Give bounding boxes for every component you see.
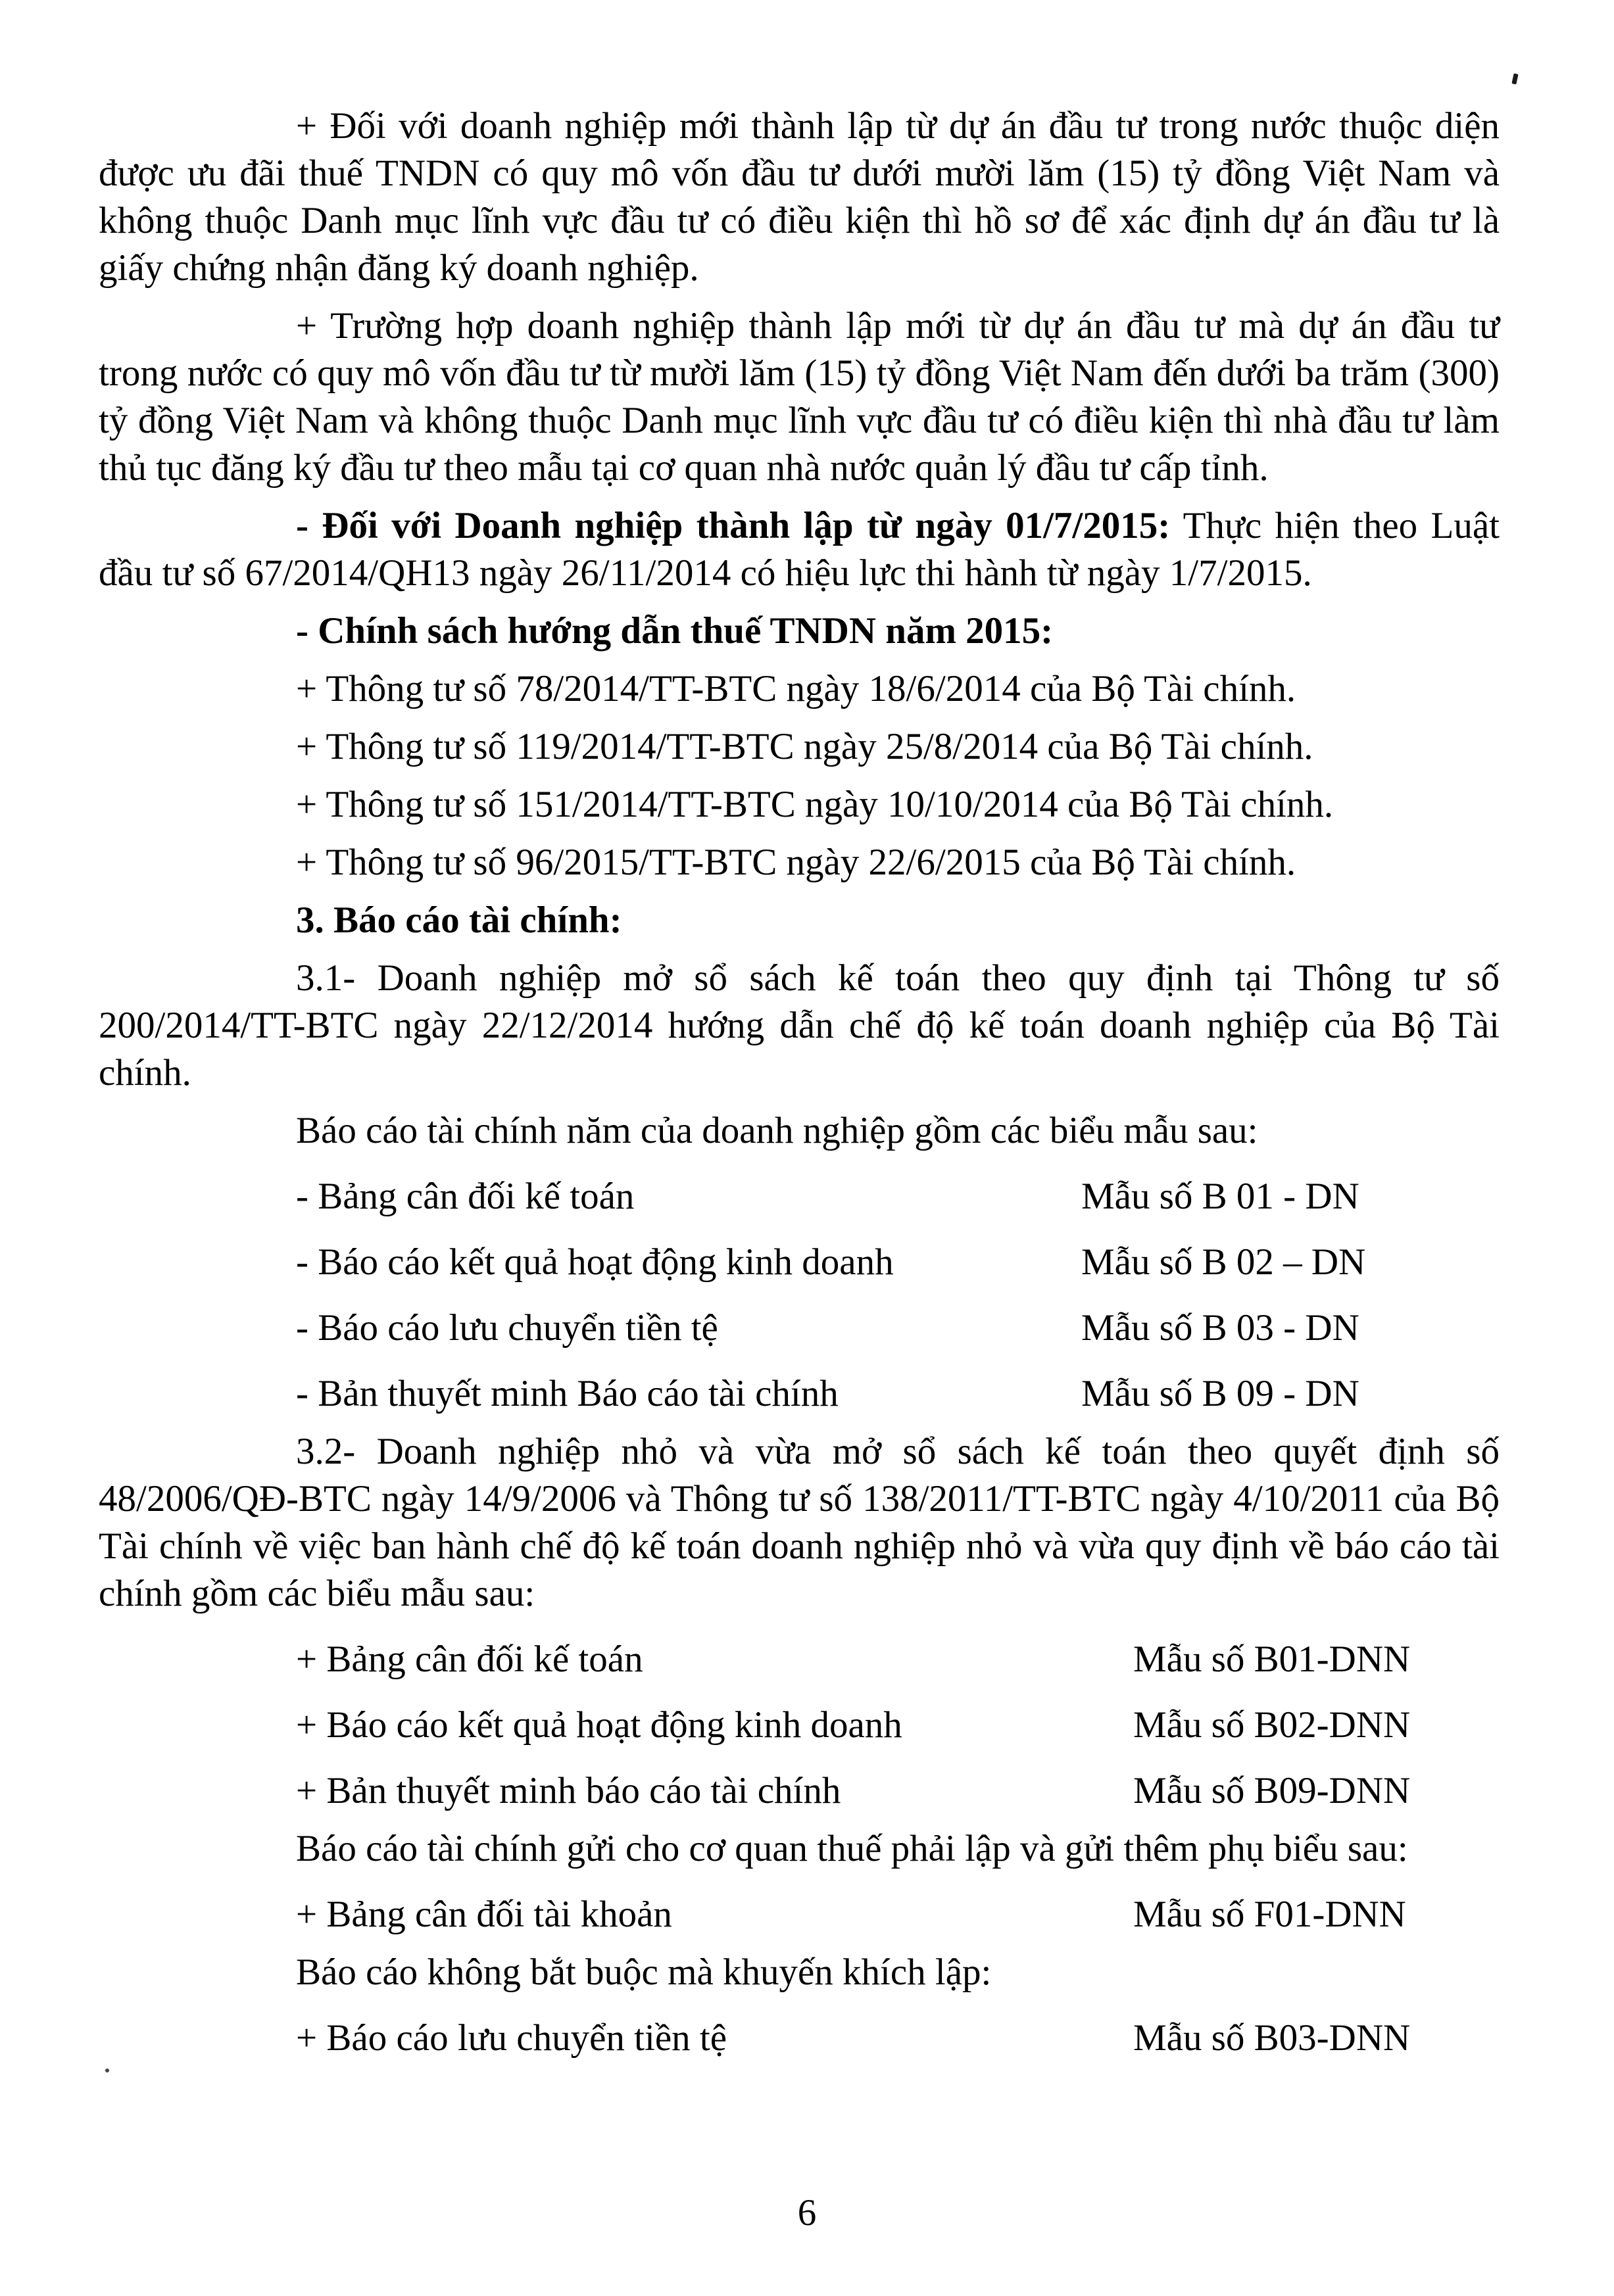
form-code: Mẫu số B09-DNN <box>1133 1770 1411 1811</box>
form-label: - Bản thuyết minh Báo cáo tài chính <box>296 1373 839 1414</box>
form-code: Mẫu số B01-DNN <box>1133 1638 1411 1680</box>
form-code: Mẫu số B 09 - DN <box>1081 1373 1359 1414</box>
form-row-notes-dnn <box>296 1767 1500 1815</box>
form-code: Mẫu số F01-DNN <box>1133 1894 1406 1935</box>
form-label: - Bảng cân đối kế toán <box>296 1176 635 1217</box>
form-label: + Báo cáo kết quả hoạt động kinh doanh <box>296 1704 902 1746</box>
paragraph-new-enterprise: + Đối với doanh nghiệp mới thành lập từ dự án đầu tư trong nước thuộc diện được ưu đãi thuế TNDN có quy mô vốn đầu tư dưới mười lăm (15) tỷ đồng Việt Nam và không thuộc Danh mục lĩnh vực đầu tư có điều kiện thì hồ sơ để xác định dự án đầu tư là giấy chứng nhận đăng ký doanh nghiệp. <box>99 105 1500 289</box>
form-row-cash-flow-dn <box>296 1304 1500 1352</box>
circular-item-119-2014: + Thông tư số 119/2014/TT-BTC ngày 25/8/2014 của Bộ Tài chính. <box>296 726 1313 767</box>
form-row-balance-sheet-dnn <box>296 1636 1500 1683</box>
form-row-cash-flow-b03-dnn <box>296 2015 1500 2062</box>
intro-forms-optional: Báo cáo không bắt buộc mà khuyến khích lập: <box>296 1951 992 1993</box>
circular-item-78-2014: + Thông tư số 78/2014/TT-BTC ngày 18/6/2014 của Bộ Tài chính. <box>296 668 1296 709</box>
form-row-account-balance-f01 <box>296 1891 1500 1938</box>
intro-forms-tax: Báo cáo tài chính gửi cho cơ quan thuế phải lập và gửi thêm phụ biểu sau: <box>296 1828 1408 1869</box>
circular-item-96-2015: + Thông tư số 96/2015/TT-BTC ngày 22/6/2015 của Bộ Tài chính. <box>296 842 1296 883</box>
form-label: + Bản thuyết minh báo cáo tài chính <box>296 1770 841 1811</box>
paragraph-3-1: 3.1- Doanh nghiệp mở sổ sách kế toán theo quy định tại Thông tư số 200/2014/TT-BTC ngày 22/12/2014 hướng dẫn chế độ kế toán doanh nghiệp của Bộ Tài chính. <box>99 957 1500 1093</box>
paragraph-after-july-2015 <box>99 502 1500 597</box>
paragraph-case-15-300: + Trường hợp doanh nghiệp thành lập mới từ dự án đầu tư mà dự án đầu tư trong nước có quy mô vốn đầu tư từ mười lăm (15) tỷ đồng Việt Nam đến dưới ba trăm (300) tỷ đồng Việt Nam và không thuộc Danh mục lĩnh vực đầu tư có điều kiện thì nhà đầu tư làm thủ tục đăng ký đầu tư theo mẫu tại cơ quan nhà nước quản lý đầu tư cấp tỉnh. <box>99 305 1500 489</box>
form-label: + Bảng cân đối tài khoản <box>296 1894 672 1935</box>
scan-artifact-mark <box>1511 73 1518 84</box>
heading-financial-report: 3. Báo cáo tài chính: <box>296 899 622 941</box>
page-number: 6 <box>797 2192 817 2234</box>
paragraph-3-2: 3.2- Doanh nghiệp nhỏ và vừa mở sổ sách kế toán theo quyết định số 48/2006/QĐ-BTC ngày 14/9/2006 và Thông tư số 138/2011/TT-BTC ngày 4/10/2011 của Bộ Tài chính về việc ban hành chế độ kế toán doanh nghiệp nhỏ và vừa quy định về báo cáo tài chính gồm các biểu mẫu sau: <box>99 1431 1500 1614</box>
form-row-balance-sheet-dn <box>296 1173 1500 1220</box>
paragraph-after-july-2015-lead: - Đối với Doanh nghiệp thành lập từ ngày 01/7/2015: <box>296 505 1171 546</box>
form-code: Mẫu số B03-DNN <box>1133 2017 1411 2059</box>
form-code: Mẫu số B 02 – DN <box>1081 1241 1366 1283</box>
form-code: Mẫu số B02-DNN <box>1133 1704 1411 1746</box>
scan-artifact-dot <box>105 2069 109 2072</box>
form-code: Mẫu số B 01 - DN <box>1081 1176 1359 1217</box>
form-label: - Báo cáo lưu chuyển tiền tệ <box>296 1307 718 1349</box>
intro-forms-dn: Báo cáo tài chính năm của doanh nghiệp gồm các biểu mẫu sau: <box>296 1110 1258 1151</box>
heading-tndn-policy: - Chính sách hướng dẫn thuế TNDN năm 2015: <box>296 610 1054 652</box>
form-label: + Báo cáo lưu chuyển tiền tệ <box>296 2017 727 2059</box>
form-label: + Bảng cân đối kế toán <box>296 1638 643 1680</box>
circular-item-151-2014: + Thông tư số 151/2014/TT-BTC ngày 10/10/2014 của Bộ Tài chính. <box>296 784 1334 825</box>
form-row-notes-dn <box>296 1370 1500 1418</box>
form-row-business-result-dn <box>296 1239 1500 1286</box>
form-row-business-result-dnn <box>296 1702 1500 1749</box>
form-code: Mẫu số B 03 - DN <box>1081 1307 1359 1349</box>
paragraph-after-july-2015-body: Thực hiện theo Luật đầu tư số 67/2014/QH13 ngày 26/11/2014 có hiệu lực thi hành từ ngày 1/7/2015. <box>99 505 1500 594</box>
form-label: - Báo cáo kết quả hoạt động kinh doanh <box>296 1241 894 1283</box>
